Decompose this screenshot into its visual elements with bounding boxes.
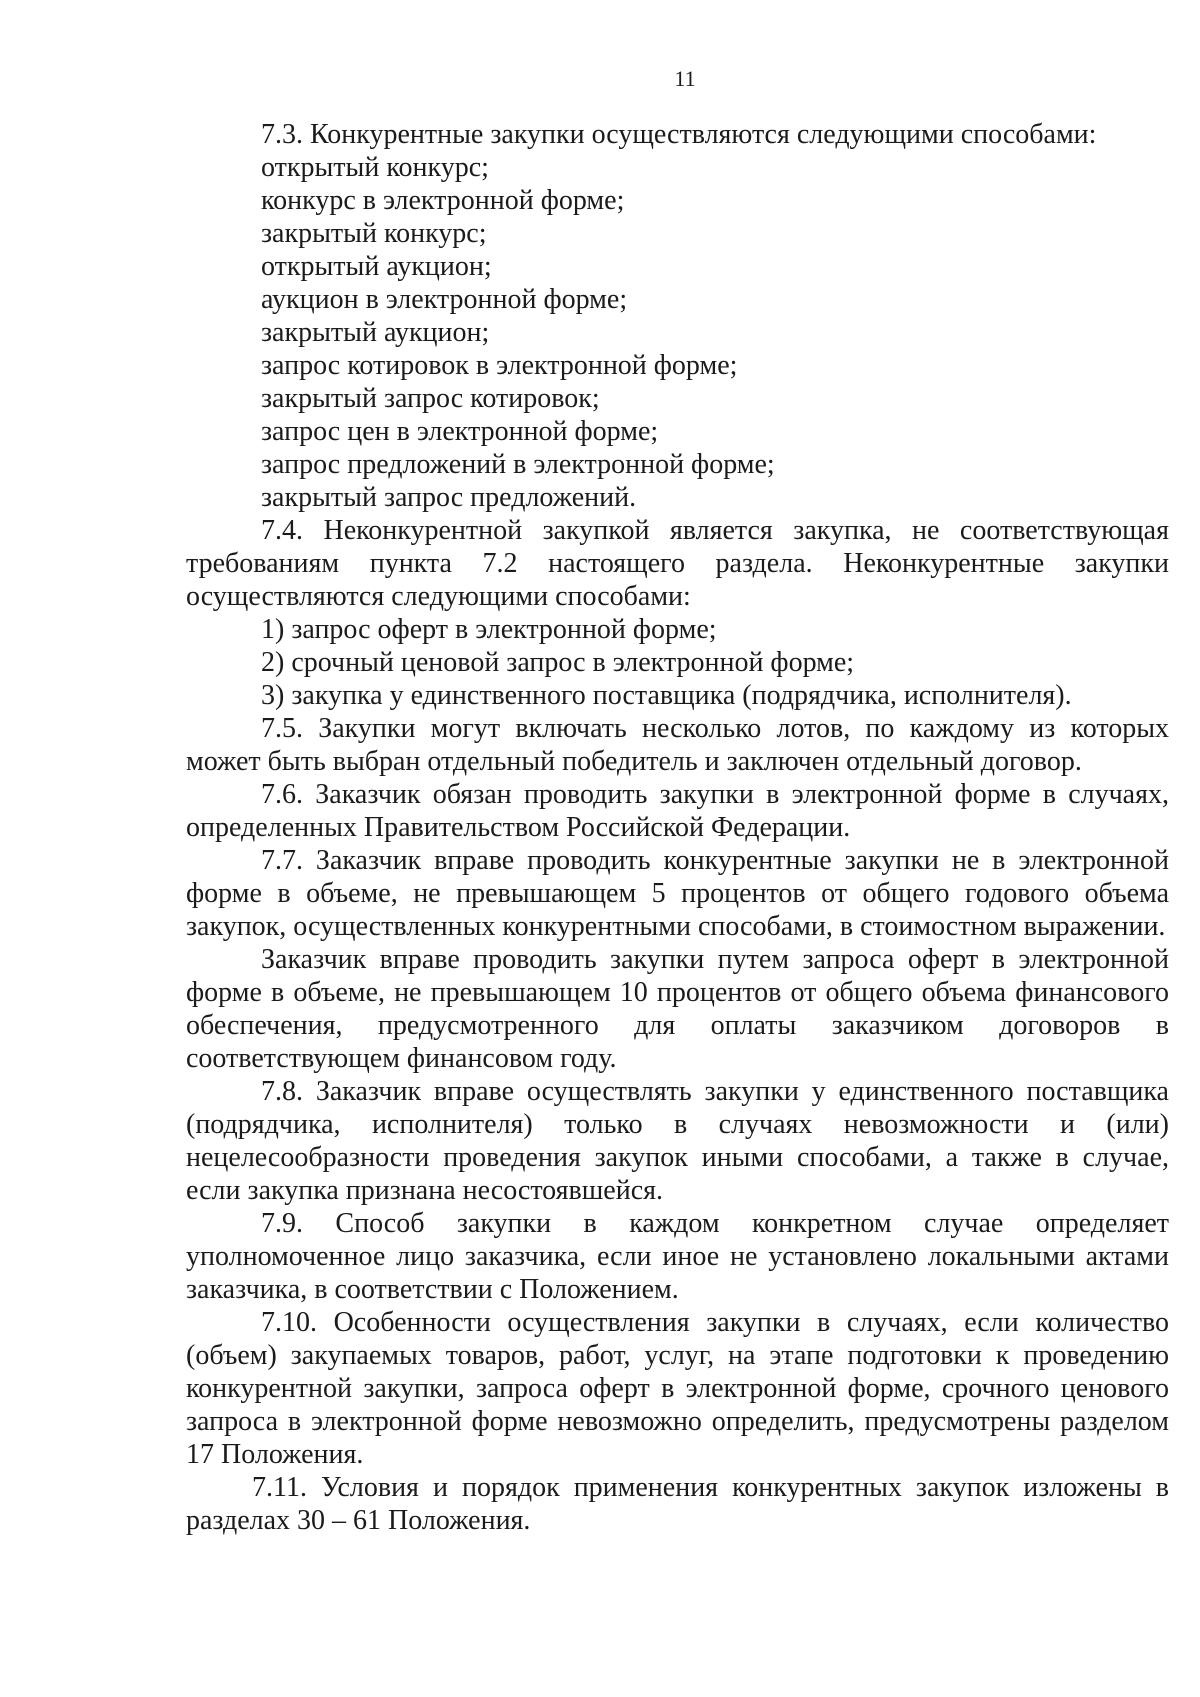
noncompetitive-methods-list [186,613,1169,712]
list-item: конкурс в электронной форме; [261,185,625,216]
section-7-5-paragraph: 7.5. Закупки могут включать несколько лотов, по каждому из которых может быть выбран отдельный победитель и заключен отдельный договор. [186,713,1169,777]
document-body [186,118,1169,1537]
list-item: открытый аукцион; [261,251,492,282]
section-7-6-paragraph: 7.6. Заказчик обязан проводить закупки в электронной форме в случаях, определенных Правительством Российской Федерации. [186,779,1169,843]
section-7-4-paragraph: 7.4. Неконкурентной закупкой является закупка, не соответствующая требованиям пункта 7.2 настоящего раздела. Неконкурентные закупки осуществляются следующими способами: [186,515,1169,612]
list-item: 1) запрос оферт в электронной форме; [261,614,717,645]
list-item: закрытый запрос предложений. [261,482,637,513]
list-item: 3) закупка у единственного поставщика (подрядчика, исполнителя). [261,680,1072,711]
section-7-7-paragraph: 7.7. Заказчик вправе проводить конкурентные закупки не в электронной форме в объеме, не превышающем 5 процентов от общего годового объема закупок, осуществленных конкурентными способами, в стоимостном выражении. [186,845,1169,942]
section-7-11-paragraph: 7.11. Условия и порядок применения конкурентных закупок изложены в разделах 30 – 61 Положения. [186,1472,1169,1536]
section-7-3-intro: 7.3. Конкурентные закупки осуществляются следующими способами: [261,119,1097,150]
section-7-7-second-paragraph: Заказчик вправе проводить закупки путем запроса оферт в электронной форме в объеме, не превышающем 10 процентов от общего объема финансового обеспечения, предусмотренного для оплаты заказчиком договоров в соответствующем финансовом году. [186,944,1169,1074]
section-7-9-paragraph: 7.9. Способ закупки в каждом конкретном случае определяет уполномоченное лицо заказчика, если иное не установлено локальными актами заказчика, в соответствии с Положением. [186,1208,1169,1305]
list-item: запрос предложений в электронной форме; [261,449,775,480]
section-7-10-paragraph: 7.10. Особенности осуществления закупки в случаях, если количество (объем) закупаемых товаров, работ, услуг, на этапе подготовки к проведению конкурентной закупки, запроса оферт в электронной форме, срочного ценового запроса в электронной форме невозможно определить, предусмотрены разделом 17 Положения. [186,1307,1169,1470]
list-item: запрос котировок в электронной форме; [261,350,738,381]
list-item: открытый конкурс; [261,152,489,183]
list-item: аукцион в электронной форме; [261,284,628,315]
list-item: закрытый конкурс; [261,218,487,249]
list-item: закрытый запрос котировок; [261,383,600,414]
section-7-8-paragraph: 7.8. Заказчик вправе осуществлять закупки у единственного поставщика (подрядчика, исполнителя) только в случаях невозможности и (или) нецелесообразности проведения закупок иными способами, а также в случае, если закупка признана несостоявшейся. [186,1076,1169,1206]
list-item: запрос цен в электронной форме; [261,416,659,447]
list-item: 2) срочный ценовой запрос в электронной форме; [261,647,855,678]
page-number: 11 [674,66,696,91]
competitive-methods-list [186,151,1169,514]
list-item: закрытый аукцион; [261,317,490,348]
